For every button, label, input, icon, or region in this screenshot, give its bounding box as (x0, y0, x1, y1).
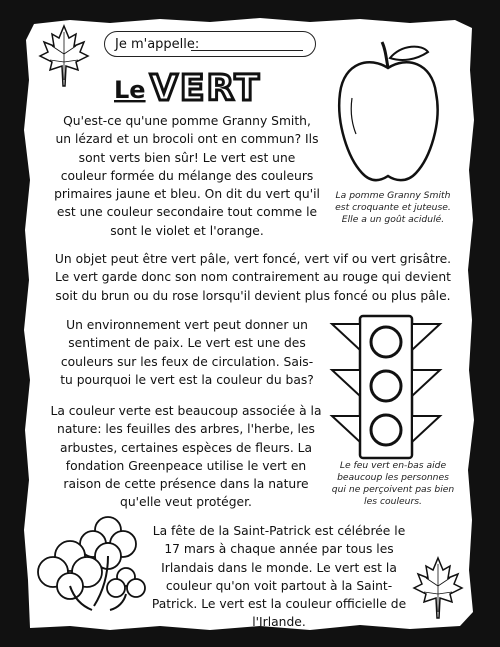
name-field[interactable] (104, 31, 316, 57)
paragraph-3: Un environnement vert peut donner un sentiment de paix. Le vert est une des couleurs sur les feux de circulation. Sais-tu pourquoi le vert est la couleur du bas? (60, 318, 314, 387)
paragraph-2: Un objet peut être vert pâle, vert foncé, vert vif ou vert grisâtre. Le vert garde donc son nom contrairement au rouge qui devient soit du brun ou du rose lorsqu'il devient plus foncé ou plus pâle. (54, 252, 452, 303)
paragraph-5: La fête de la Saint-Patrick est célébrée le 17 mars à chaque année par tous les Irlandais dans le monde. Le vert est la couleur qu'on voit partout à la Saint-Patrick. Le vert est la couleur officielle de l'Irlande. (151, 524, 407, 630)
paragraph-1: Qu'est-ce qu'une pomme Granny Smith, un lézard et un brocoli ont en commun? Ils sont verts bien sûr! Le vert est une couleur formée du mélange des couleurs primaires jaune et bleu. On dit du vert qu'il est une couleur secondaire tout comme le sont le violet et l'orange. (54, 114, 320, 238)
traffic-light-icon (324, 314, 448, 462)
paragraph-4: La couleur verte est beaucoup associée à la nature: les feuilles des arbres, l'herbe, les arbustes, certaines espèces de fleurs. La fondation Greenpeace utilise le vert en raison de cette présence dans la nature qu'elle veut protéger. (50, 404, 322, 510)
title-prefix: Le (114, 76, 146, 104)
page-title (110, 64, 290, 108)
name-label: Je m'appelle: (115, 37, 200, 52)
name-line (191, 50, 303, 51)
apple-icon (330, 38, 448, 188)
maple-leaf-icon (38, 24, 90, 88)
traffic-light-caption: Le feu vert en-bas aide beaucoup les personnes qui ne perçoivent pas bien les couleurs. (331, 460, 455, 507)
title-main: VERT (150, 68, 262, 108)
shamrock-icon (34, 510, 158, 614)
maple-leaf-icon (412, 556, 464, 620)
apple-caption: La pomme Granny Smith est croquante et juteuse. Elle a un goût acidulé. (335, 190, 451, 225)
